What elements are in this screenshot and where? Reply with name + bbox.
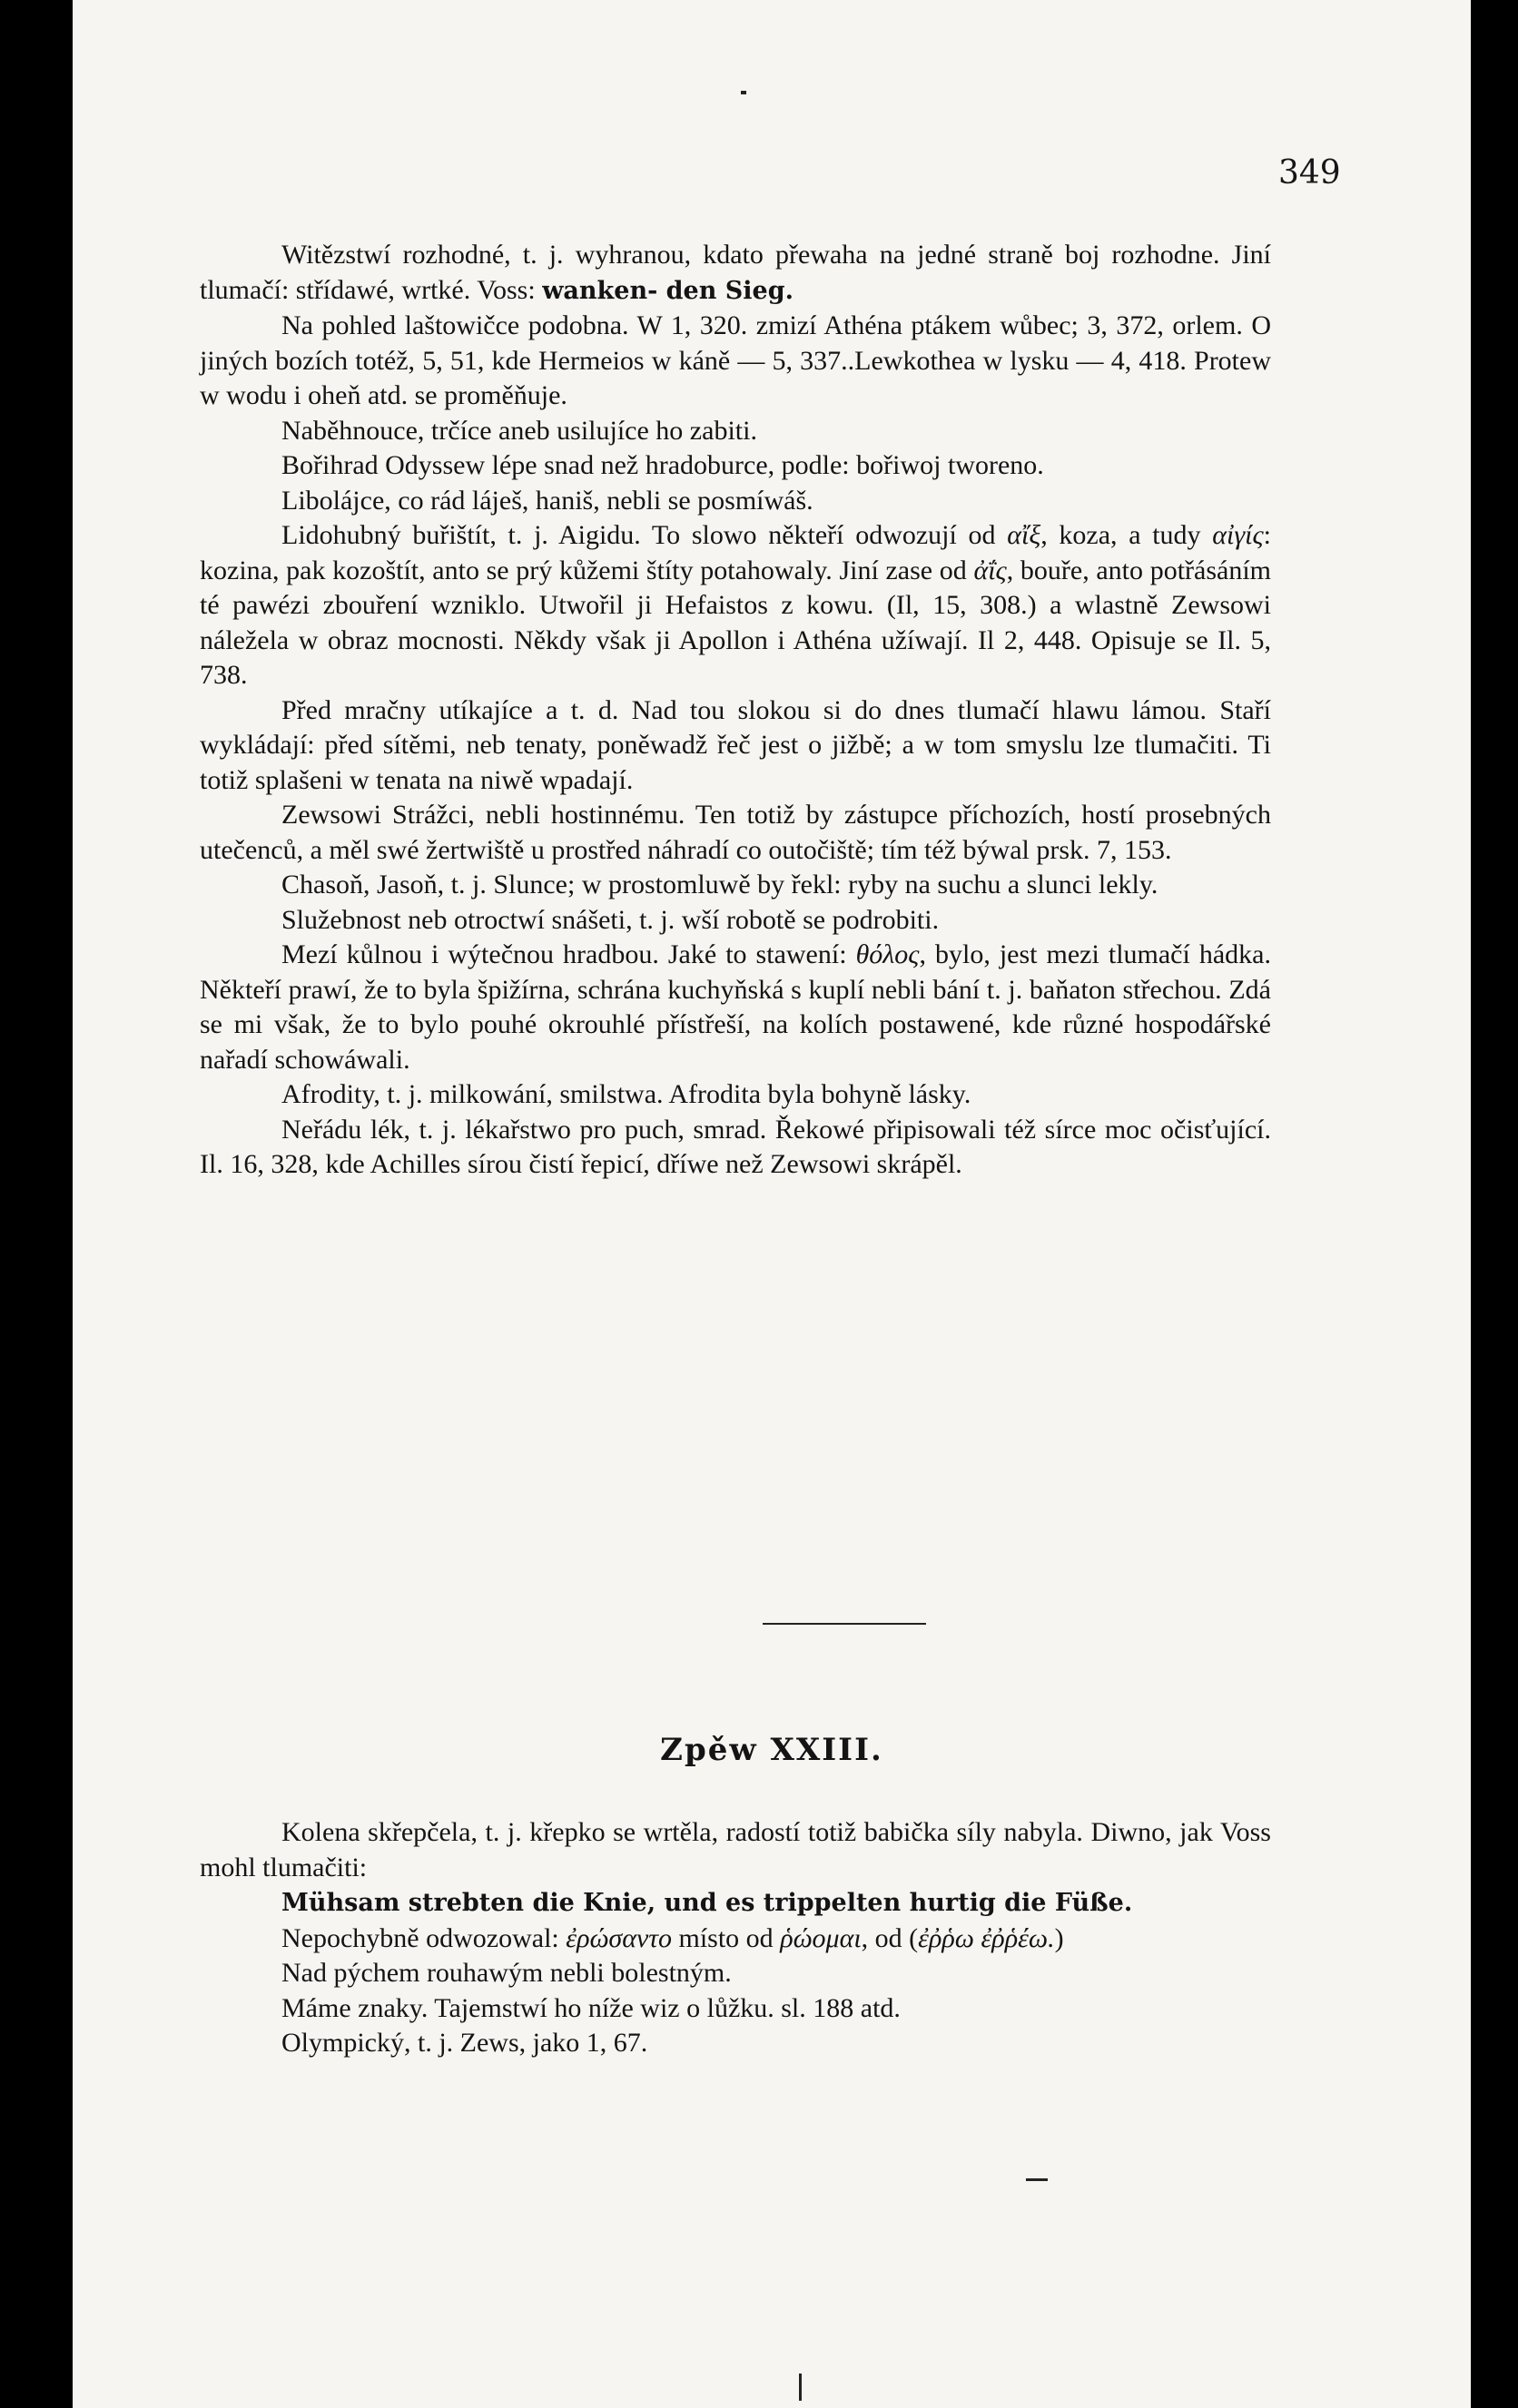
note-text: Mezí kůlnou i wýtečnou hradbou. Jaké to stawení: [281,939,856,969]
note-paragraph [200,1815,1271,1885]
book-page [73,0,1471,2408]
note-text: Zewsowi Strážci, nebli hostinnému. Ten totiž by zástupce příchozích, hostí prosebných utečenců, a měl swé žertwiště u prostřed náhradí co outočiště; tím též býwal prsk. 7, 153. [200,800,1271,865]
note-paragraph [200,2026,1271,2061]
note-paragraph [200,309,1271,414]
note-text: Witězstwí rozhodné, t. j. wyhranou, kdato přewaha na jedné straně boj rozhodne. Jiní tlumačí: střídawé, wrtké. Voss: [200,240,1271,305]
note-paragraph [200,1077,1271,1113]
greek-word: αἴξ [1007,520,1041,550]
scan-edge-mark [741,91,746,94]
page-number: 349 [1278,154,1341,192]
fraktur-quote-line [200,1885,1271,1921]
note-paragraph [200,938,1271,1077]
note-paragraph [200,1956,1271,1991]
note-text: , od ( [861,1922,919,1953]
note-fraktur-quote: wanken- den Sieg. [542,276,794,305]
note-paragraph [200,518,1271,693]
note-paragraph [200,1113,1271,1183]
note-text: Máme znaky. Tajemstwí ho níže wiz o lůžku. sl. 188 atd. [281,1992,901,2023]
note-paragraph [200,448,1271,484]
note-text: : kozina, pak kozoštít, anto se prý kůžemi štíty potahowaly. Jiní zase od [200,520,1272,585]
note-paragraph [200,868,1271,903]
greek-word: ἐρώσαντο [566,1922,672,1953]
note-text: Lidohubný buřištít, t. j. Aigidu. To slowo někteří odwozují od [281,520,1008,550]
note-text: Kolena skřepčela, t. j. křepko se wrtěla, radostí totiž babička síly nabyla. Diwno, jak Voss mohl tlumačiti: [200,1817,1271,1882]
note-paragraph [200,693,1271,799]
greek-word: ῥώομαι [780,1922,862,1953]
note-paragraph [200,1921,1271,1957]
note-text: Nepochybně odwozowal: [281,1922,567,1953]
notes-block [200,238,1271,1183]
note-fraktur-quote: Mühsam strebten die Knie, und es trippelten hurtig die Füße. [281,1889,1133,1917]
note-text: Na pohled laštowičce podobna. W 1, 320. zmizí Athéna ptákem wůbec; 3, 372, orlem. O jiných bozích totéž, 5, 51, kde Hermeios w káně — 5, 337..Lewkothea w lysku — 4, 418. Protew w wodu i oheň atd. se proměňuje. [200,310,1271,410]
note-paragraph [200,903,1271,939]
note-text: Neřádu lék, t. j. lékařstwo pro puch, smrad. Řekowé připisowali též sírce moc očisťující. Il. 16, 328, kde Achilles sírou čistí řepicí, dříwe než Zewsowi skrápěl. [200,1114,1271,1179]
note-text: Naběhnouce, trčíce aneb usilujíce ho zabiti. [281,415,757,446]
note-text: Bořihrad Odyssew lépe snad než hradoburce, podle: bořiwoj tworeno. [281,450,1044,480]
note-text: Olympický, t. j. Zews, jako 1, 67. [281,2028,648,2058]
note-text: Chasoň, Jasoň, t. j. Slunce; w prostomluwě by řekl: ryby na suchu a slunci lekly. [281,870,1158,899]
note-text: Libolájce, co rád láješ, haniš, nebli se posmíwáš. [281,485,813,516]
note-paragraph [200,238,1271,309]
scan-edge-mark [1026,2178,1048,2181]
greek-word: αἰγίς [1212,520,1264,550]
note-text: , bouře, anto potřásáním té pawézi zbouření wzniklo. Utwořil ji Hefaistos z kowu. (Il, 15, 308.) a wlastně Zewsowi náležela w obraz mocnosti. Někdy však ji Apollon i Athéna užíwají. Il 2, 448. Opisuje se Il. 5, 738. [200,555,1271,690]
greek-word: ἐῤῥω ἐῤῥέω. [918,1922,1055,1953]
note-text: Před mračny utíkajíce a t. d. Nad tou slokou si do dnes tlumačí hlawu lámou. Staří wykládají: před sítěmi, neb tenaty, poněwadž řeč jest o jižbě; a w tom smyslu lze tlumačiti. Ti totiž splašeni w tenata na niwě wpadají. [200,694,1271,795]
greek-word: ἀΐς [973,555,1007,585]
note-text: ) [1054,1922,1064,1953]
note-text: Služebnost neb otroctwí snášeti, t. j. wší robotě se podrobiti. [281,904,940,935]
canto-notes-block [200,1815,1271,2061]
note-text: místo od [672,1922,781,1953]
greek-word: θόλος [855,939,920,969]
section-separator-rule [763,1623,926,1625]
section-heading: Zpěw XXIII. [660,1732,883,1768]
note-text: , bylo, jest mezi tlumačí hádka. Někteří prawí, že to byla špižírna, schrána kuchyňská s kuplí nebli bání t. j. baňaton střechou. Zdá se mi však, že to bylo pouhé okrouhlé přístřeší, na kolích postawené, kde různé hospodářské nařadí schowáwali. [200,939,1271,1075]
note-paragraph [200,798,1271,868]
note-paragraph [200,414,1271,449]
note-paragraph [200,484,1271,519]
note-paragraph [200,1991,1271,2027]
note-text: , koza, a tudy [1040,520,1213,550]
note-text: Afrodity, t. j. milkowání, smilstwa. Afrodita byla bohyně lásky. [281,1079,971,1109]
note-text: Nad pýchem rouhawým nebli bolestným. [281,1958,732,1988]
scan-edge-mark [799,2374,802,2401]
